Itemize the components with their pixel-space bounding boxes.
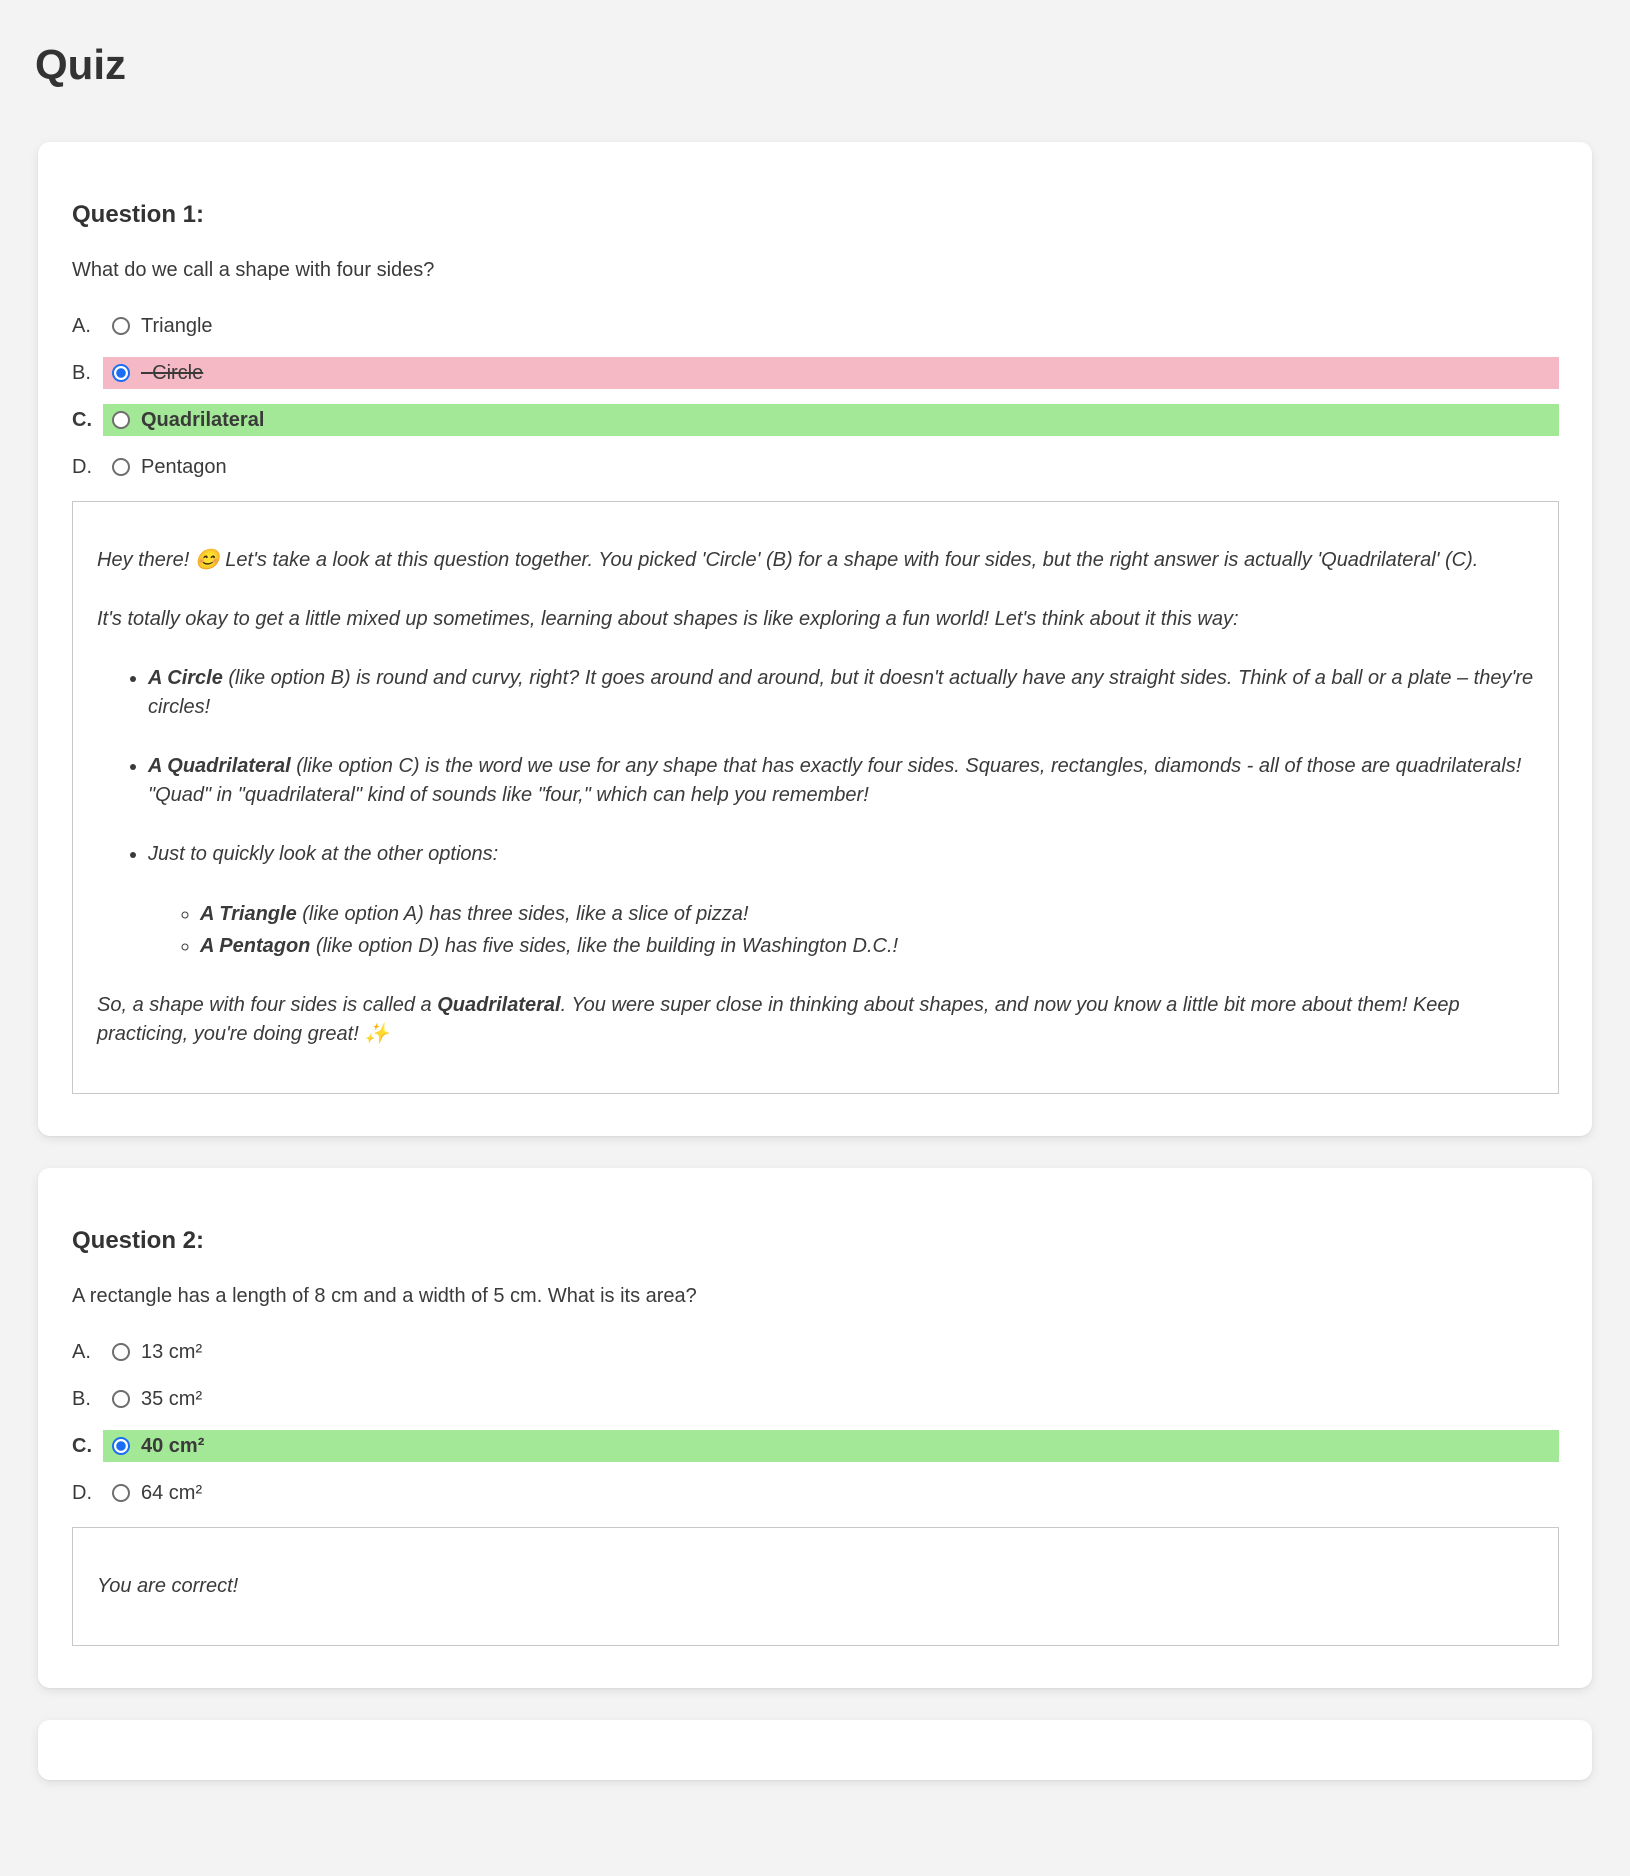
feedback-text: . You were super close in thinking about shapes, and now you know a little bit more about them! Keep practicing, you're doing great! ✨: [97, 994, 1460, 1045]
radio-button-icon[interactable]: [112, 1437, 130, 1455]
option-letter: A.: [72, 1340, 91, 1363]
options-list: [72, 310, 1559, 483]
feedback-subitem: [200, 931, 1534, 961]
option-label: Quadrilateral: [141, 409, 265, 431]
option-row: [72, 357, 1559, 389]
radio-button-icon[interactable]: [112, 317, 130, 335]
feedback-paragraph: [97, 1572, 1534, 1601]
option-choice[interactable]: [103, 1477, 1559, 1509]
option-row: [72, 1477, 1559, 1509]
feedback-text: So, a shape with four sides is called a: [97, 994, 438, 1016]
feedback-bold-text: A Pentagon: [200, 935, 311, 957]
option-choice[interactable]: [103, 451, 1559, 483]
option-row: [72, 1430, 1559, 1462]
option-letter: A.: [72, 314, 91, 337]
feedback-bold-text: A Quadrilateral: [148, 755, 291, 777]
option-label: 13 cm²: [141, 1341, 203, 1363]
option-letter: B.: [72, 1387, 91, 1410]
option-label: Triangle: [141, 315, 213, 337]
feedback-text: Just to quickly look at the other options:: [148, 843, 499, 865]
option-label: 35 cm²: [141, 1388, 203, 1410]
option-label: Circle: [152, 362, 204, 384]
feedback-item: [148, 840, 1534, 961]
feedback-item: [148, 664, 1534, 722]
question-text: What do we call a shape with four sides?: [72, 259, 435, 281]
option-letter: D.: [72, 455, 92, 478]
feedback-sublist: [148, 899, 1534, 961]
feedback-text: It's totally okay to get a little mixed up sometimes, learning about shapes is like exploring a fun world! Let's think about it this way:: [97, 608, 1239, 630]
quiz-page: [0, 41, 1630, 1780]
feedback-text: (like option A) has three sides, like a slice of pizza!: [296, 903, 749, 925]
option-letter: B.: [72, 361, 91, 384]
radio-button-icon[interactable]: [112, 364, 130, 382]
feedback-paragraph: [97, 546, 1534, 575]
question-heading: Question 2:: [72, 1227, 205, 1254]
radio-button-icon[interactable]: [112, 411, 130, 429]
option-row: [72, 310, 1559, 342]
option-label: Pentagon: [141, 456, 227, 478]
quiz-cards-container: [38, 142, 1592, 1688]
feedback-text: (like option B) is round and curvy, right? It goes around and around, but it doesn't actually have any straight sides. Think of a ball or a plate – they're circles!: [148, 667, 1534, 718]
feedback-paragraph: [97, 605, 1534, 634]
option-letter: D.: [72, 1481, 92, 1504]
feedback-text: You are correct!: [97, 1575, 239, 1597]
option-choice[interactable]: [103, 1430, 1559, 1462]
option-choice[interactable]: [103, 1336, 1559, 1368]
feedback-bold-text: A Triangle: [200, 903, 297, 925]
feedback-box: [72, 1527, 1559, 1646]
question-card-partial: [38, 1720, 1592, 1780]
option-label: 64 cm²: [141, 1482, 203, 1504]
question-text: A rectangle has a length of 8 cm and a width of 5 cm. What is its area?: [72, 1285, 697, 1307]
option-letter: C.: [72, 1434, 92, 1457]
feedback-bold-text: A Circle: [148, 667, 223, 689]
option-row: [72, 1336, 1559, 1368]
question-card: [38, 142, 1592, 1136]
question-heading: Question 1:: [72, 201, 205, 228]
option-label: 40 cm²: [141, 1435, 205, 1457]
feedback-text: Hey there! 😊 Let's take a look at this question together. You picked 'Circle' (B) for a shape with four sides, but the right answer is actually 'Quadrilateral' (C).: [97, 549, 1479, 571]
radio-button-icon[interactable]: [112, 1390, 130, 1408]
question-card: [38, 1168, 1592, 1688]
option-letter: C.: [72, 408, 92, 431]
feedback-text: (like option C) is the word we use for any shape that has exactly four sides. Squares, rectangles, diamonds - all of those are quadrilaterals! "Quad" in "quadrilateral" kind of sounds like "four," which can help you remember!: [148, 755, 1522, 806]
option-choice[interactable]: [103, 357, 1559, 389]
page-title: Quiz: [35, 41, 126, 88]
option-row: [72, 404, 1559, 436]
feedback-box: [72, 501, 1559, 1094]
feedback-list: [97, 664, 1534, 961]
option-row: [72, 451, 1559, 483]
option-choice[interactable]: [103, 404, 1559, 436]
radio-button-icon[interactable]: [112, 1343, 130, 1361]
feedback-text: (like option D) has five sides, like the building in Washington D.C.!: [310, 935, 899, 957]
feedback-item: [148, 752, 1534, 810]
option-choice[interactable]: [103, 310, 1559, 342]
feedback-bold-text: Quadrilateral: [437, 994, 561, 1016]
options-list: [72, 1336, 1559, 1509]
feedback-subitem: [200, 899, 1534, 929]
option-row: [72, 1383, 1559, 1415]
option-choice[interactable]: [103, 1383, 1559, 1415]
feedback-paragraph: [97, 991, 1534, 1049]
radio-button-icon[interactable]: [112, 1484, 130, 1502]
radio-button-icon[interactable]: [112, 458, 130, 476]
